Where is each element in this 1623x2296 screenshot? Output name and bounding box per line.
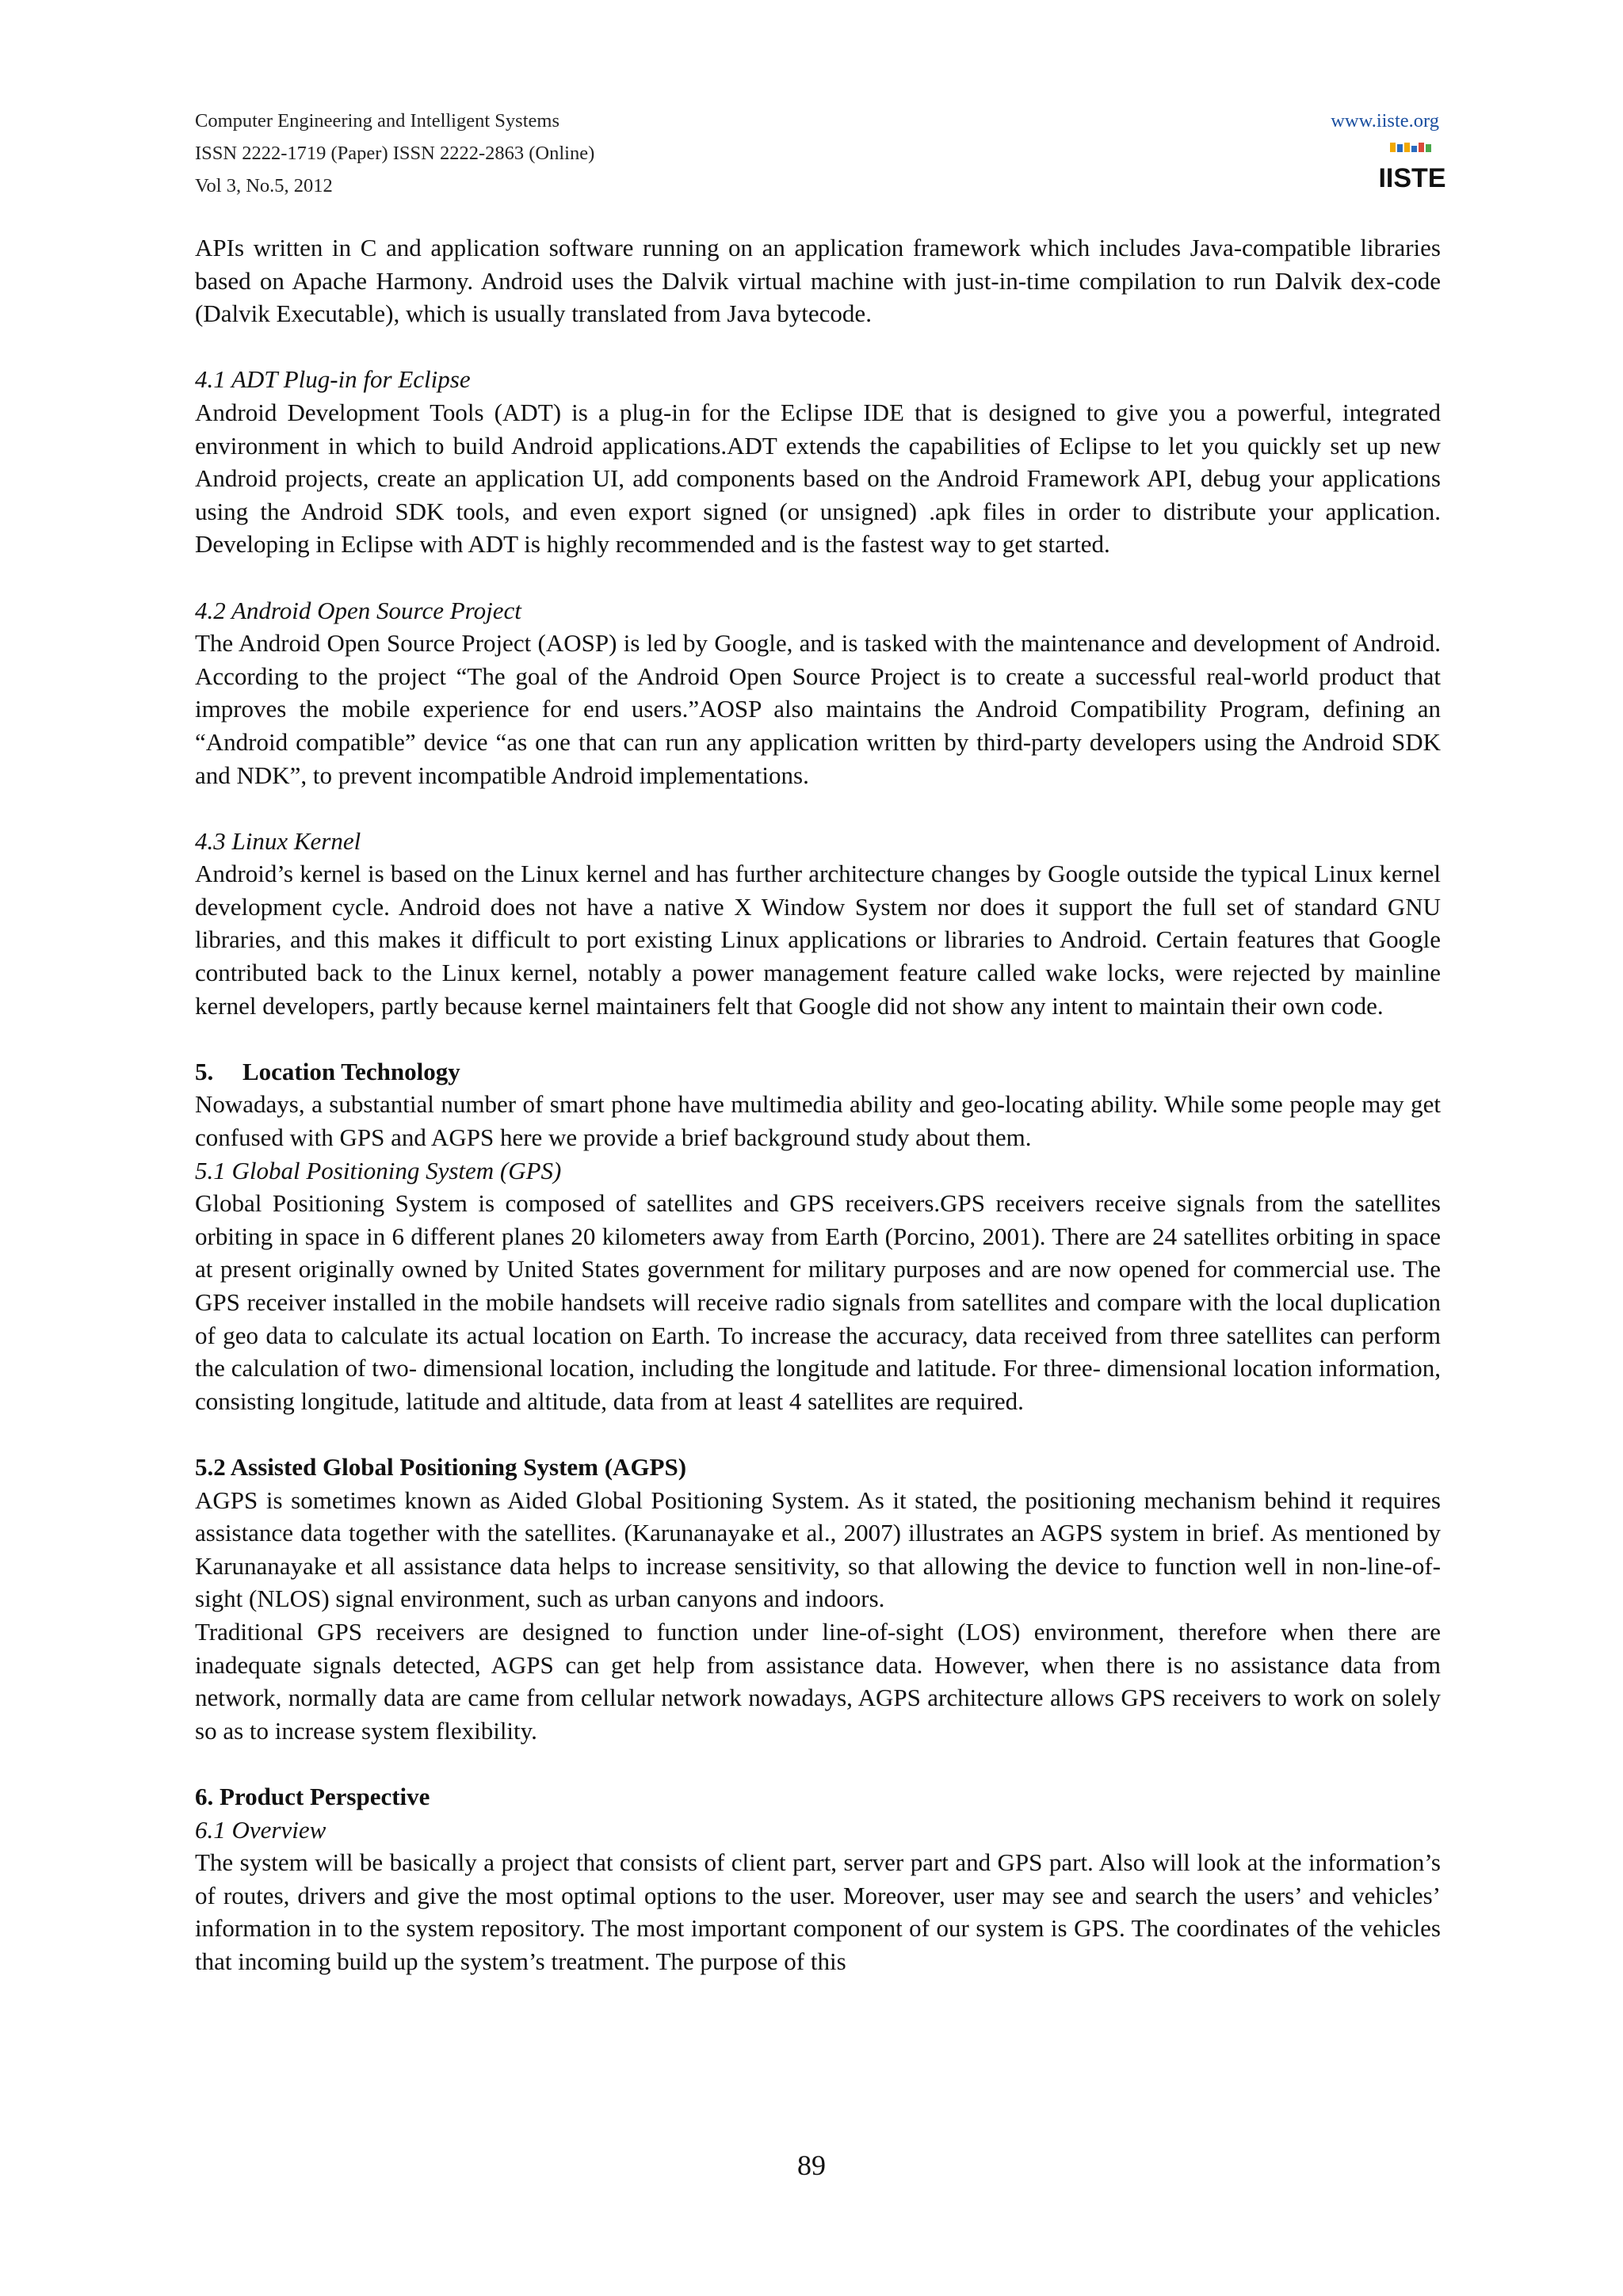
section-4-3-heading: 4.3 Linux Kernel — [195, 826, 361, 855]
section-5-paragraph: Nowadays, a substantial number of smart phone have multimedia ability and geo-locating ability. While some people may get confused with GPS and AGPS here we provide a brief background study about them. — [195, 1090, 1441, 1152]
section-6-1-heading: 6.1 Overview — [195, 1815, 327, 1844]
article-body — [195, 231, 1441, 1978]
svg-text:IISTE: IISTE — [1378, 163, 1446, 193]
journal-title: Computer Engineering and Intelligent Systems — [195, 110, 559, 132]
journal-url[interactable]: www.iiste.org — [1331, 110, 1439, 132]
section-4-1-paragraph: Android Development Tools (ADT) is a plug-in for the Eclipse IDE that is designed to give you a powerful, integrated environment in which to build Android applications.ADT extends the capabilities of Eclipse to let you quickly set up new Android projects, create an application UI, add components based on the Android Framework API, debug your applications using the Android SDK tools, and even export signed (or unsigned) .apk files in order to distribute your application. Developing in Eclipse with ADT is highly recommended and is the fastest way to get started. — [195, 398, 1441, 559]
iiste-logo-icon — [1378, 139, 1446, 196]
section-4-2-heading: 4.2 Android Open Source Project — [195, 596, 521, 624]
page-header — [195, 105, 1446, 208]
section-4-1-heading: 4.1 ADT Plug-in for Eclipse — [195, 365, 471, 394]
section-6-heading: 6. Product Perspective — [195, 1782, 430, 1810]
section-6-1-paragraph: The system will be basically a project that consists of client part, server part and GPS part. Also will look at the information’s of routes, drivers and give the most optimal options to the user. Moreover, user may see and search the users’ and vehicles’ information in to the system repository. The most important component of our system is GPS. The coordinates of the vehicles that incoming build up the system’s treatment. The purpose of this — [195, 1848, 1441, 1975]
section-5-heading — [195, 1055, 1441, 1089]
section-4-3-paragraph: Android’s kernel is based on the Linux kernel and has further architecture changes by Google outside the typical Linux kernel development cycle. Android does not have a native X Window System nor does it support the full set of standard GNU libraries, and this makes it difficult to port existing Linux applications or libraries to Android. Certain features that Google contributed back to the Linux kernel, notably a power management feature called wake locks, were rejected by mainline kernel developers, partly because kernel maintainers felt that Google did not show any intent to maintain their own code. — [195, 860, 1441, 1020]
section-5-1-heading: 5.1 Global Positioning System (GPS) — [195, 1156, 562, 1184]
volume-line: Vol 3, No.5, 2012 — [195, 175, 333, 196]
section-5-1-paragraph: Global Positioning System is composed of satellites and GPS receivers.GPS receivers receive signals from the satellites orbiting in space in 6 different planes 20 kilometers away from Earth (Porcino, 2001). There are 24 satellites orbiting in space at present originally owned by United States government for military purposes and are now opened for commercial use. The GPS receiver installed in the mobile handsets will receive radio signals from satellites and compare with the local duplication of geo data to calculate its actual location on Earth. To increase the accuracy, data received from three satellites can perform the calculation of two- dimensional location, including the longitude and latitude. For three- dimensional location information, consisting longitude, latitude and altitude, data from at least 4 satellites are required. — [195, 1189, 1441, 1415]
section-5-2-paragraph-b: Traditional GPS receivers are designed to function under line-of-sight (LOS) environment, therefore when there are inadequate signals detected, AGPS can get help from assistance data. However, when there is no assistance data from network, normally data are came from cellular network nowadays, AGPS architecture allows GPS receivers to work on solely so as to increase system flexibility. — [195, 1617, 1441, 1745]
section-5-2-heading: 5.2 Assisted Global Positioning System (AGPS) — [195, 1452, 687, 1481]
page-number: 89 — [797, 2149, 826, 2181]
section-5-number: 5. — [195, 1057, 214, 1085]
issn-line: ISSN 2222-1719 (Paper) ISSN 2222-2863 (Online) — [195, 143, 595, 164]
section-5-2-paragraph-a: AGPS is sometimes known as Aided Global Positioning System. As it stated, the positioning mechanism behind it requires assistance data together with the satellites. (Karunanayake et al., 2007) illustrates an AGPS system in brief. As mentioned by Karunanayake et all assistance data helps to increase sensitivity, so that allowing the device to function well in non-line-of-sight (NLOS) signal environment, such as urban canyons and indoors. — [195, 1486, 1441, 1613]
intro-paragraph: APIs written in C and application software running on an application framework which includes Java-compatible libraries based on Apache Harmony. Android uses the Dalvik virtual machine with just-in-time compilation to run Dalvik dex-code (Dalvik Executable), which is usually translated from Java bytecode. — [195, 234, 1441, 328]
section-4-2-paragraph: The Android Open Source Project (AOSP) is led by Google, and is tasked with the maintenance and development of Android. According to the project “The goal of the Android Open Source Project is to create a successful real-world product that improves the mobile experience for end users.”AOSP also maintains the Android Compatibility Program, defining an “Android compatible” device “as one that can run any application written by third-party developers using the Android SDK and NDK”, to prevent incompatible Android implementations. — [195, 629, 1441, 789]
section-5-title: Location Technology — [242, 1057, 460, 1085]
